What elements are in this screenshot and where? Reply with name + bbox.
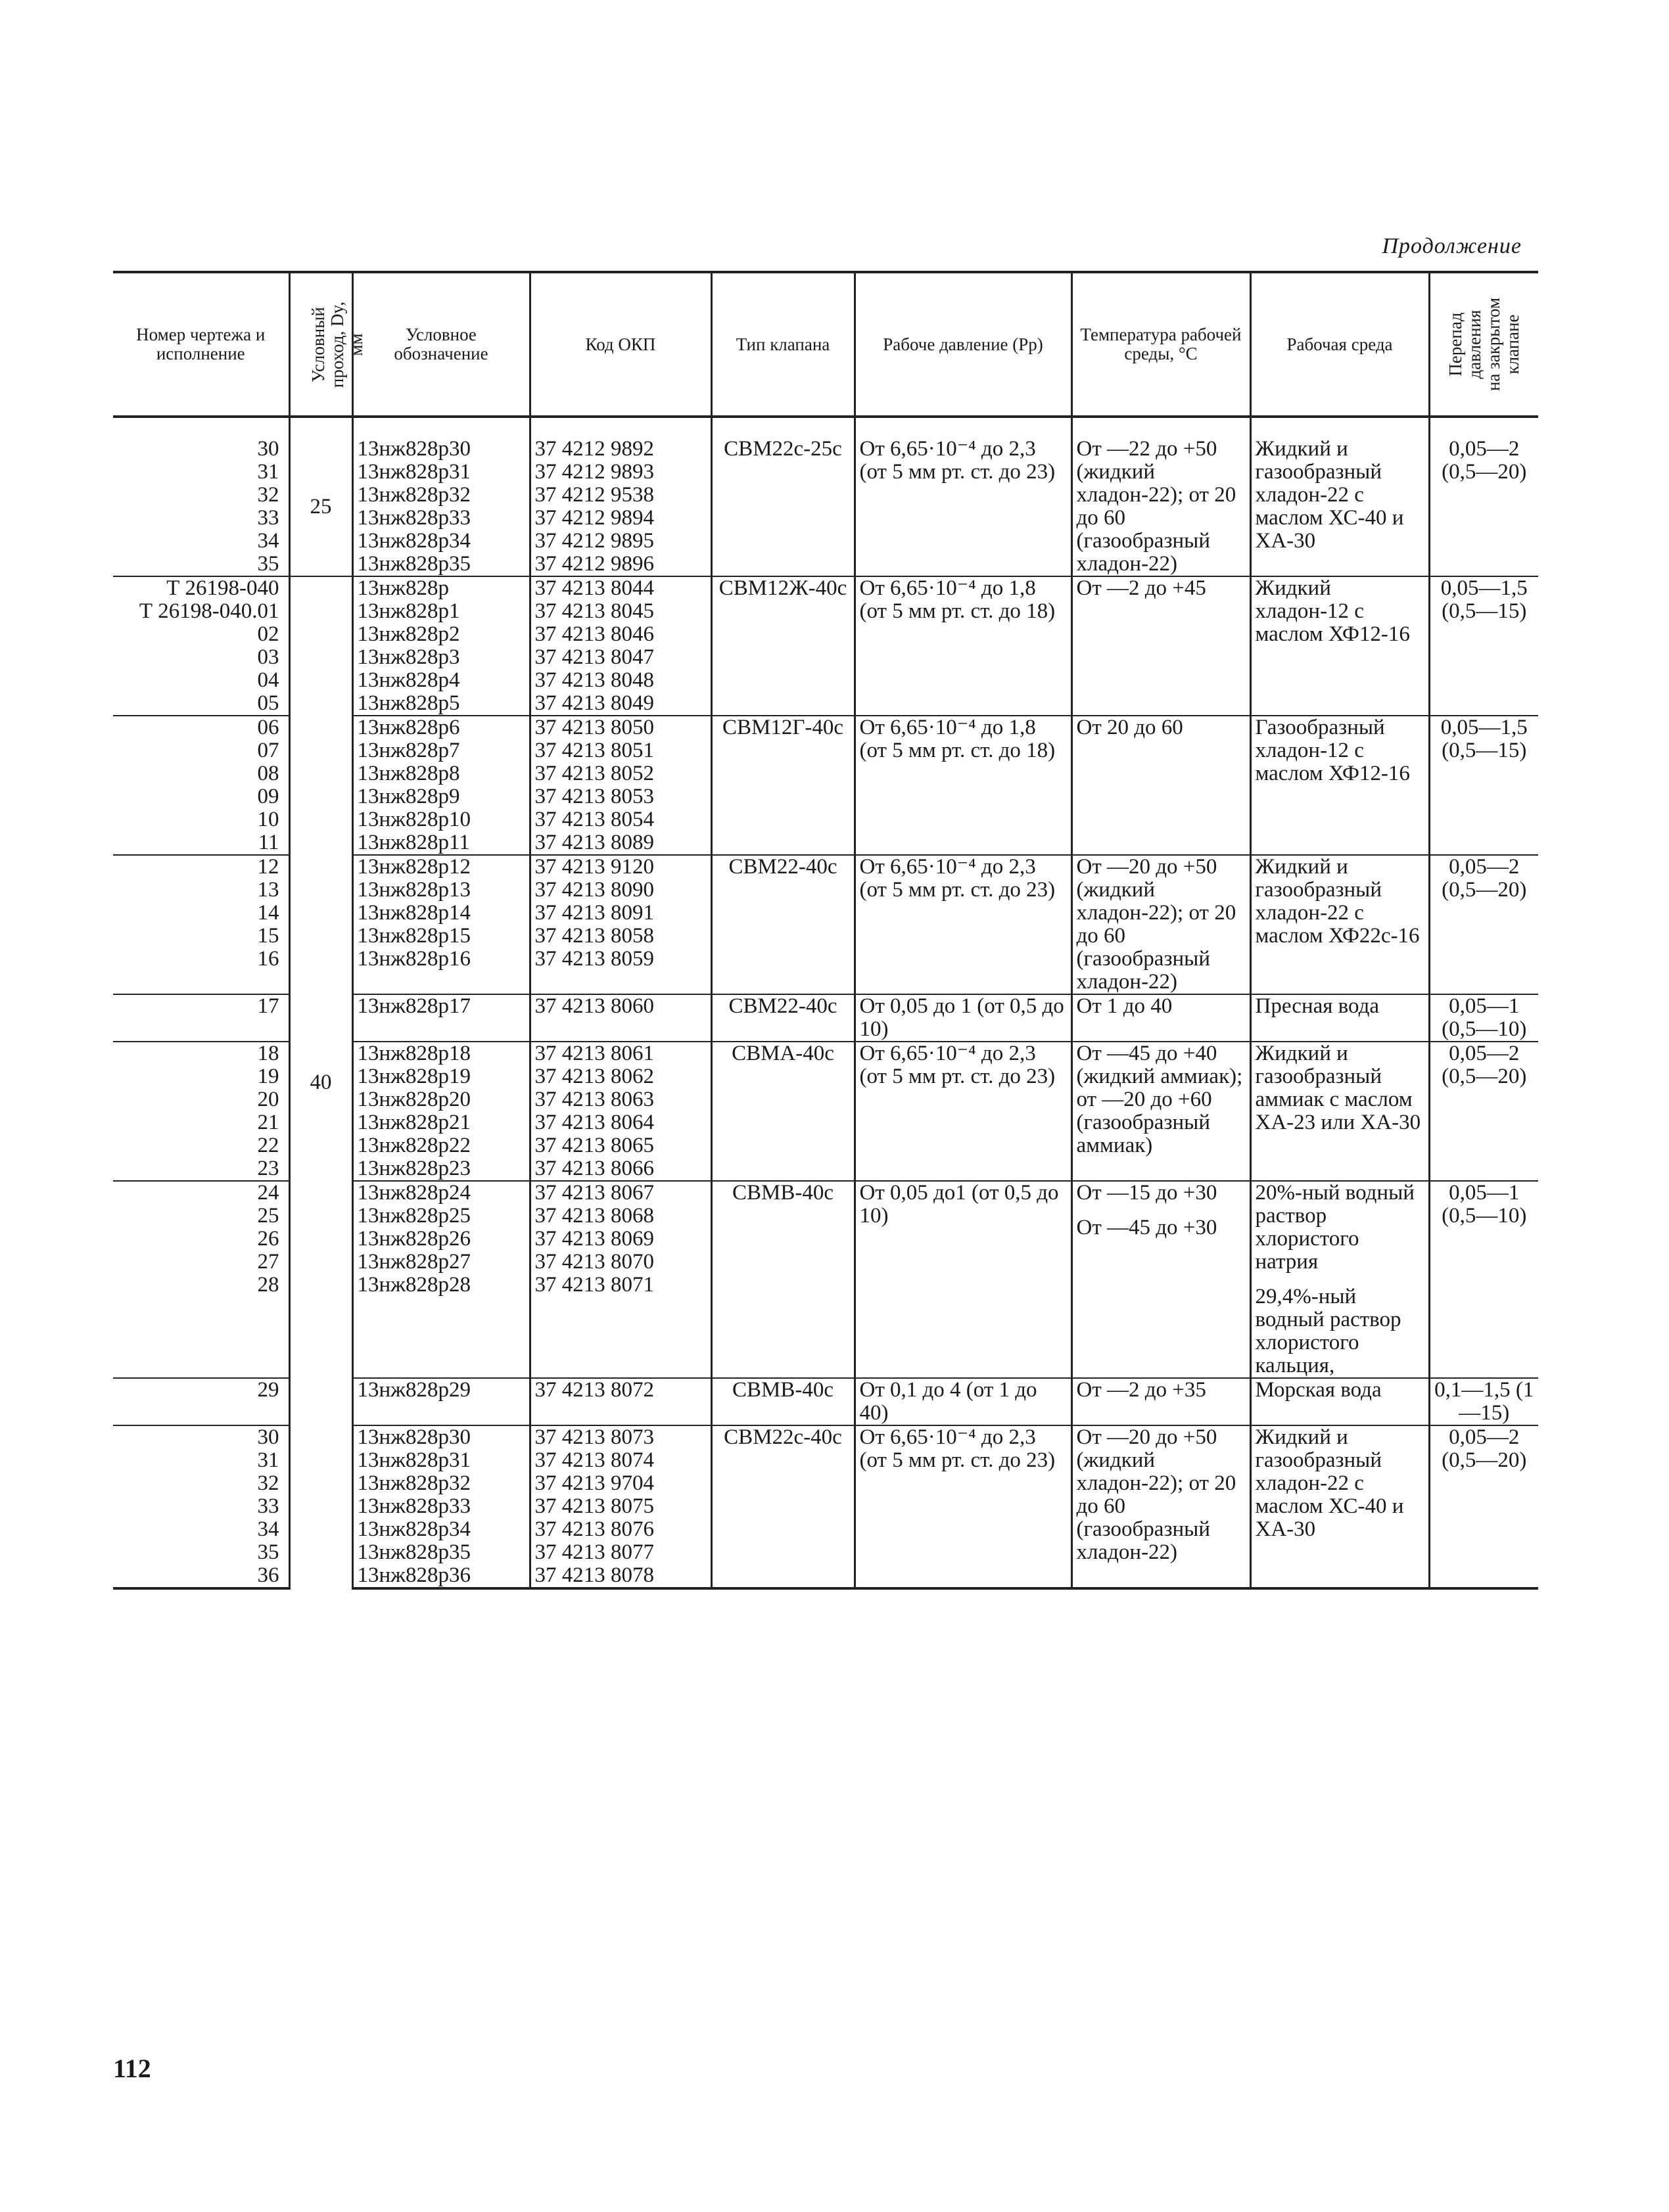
okp-code-item: 37 4213 8076 <box>534 1517 654 1541</box>
medium-text: Морская вода <box>1255 1378 1382 1402</box>
designation-item: 13нж828р12 <box>357 855 471 879</box>
designation-item: 13нж828р33 <box>357 1494 471 1518</box>
designation-item: 13нж828р1 <box>357 599 460 623</box>
okp-code-item: 37 4213 8050 <box>534 716 654 739</box>
pressure-drop-text: 0,05—1 (0,5—10) <box>1442 1181 1527 1228</box>
designation-item: 13нж828р6 <box>357 716 460 739</box>
temperature-text-2: От —45 до +30 <box>1076 1216 1217 1239</box>
designation-item: 13нж828р32 <box>357 483 471 507</box>
okp-code-item: 37 4213 8071 <box>534 1273 654 1297</box>
temperature-text: От —20 до +50 (жидкий хладон-22); от 20 до 60 (газообразный хладон-22) <box>1076 855 1236 994</box>
pressure-text: От 0,05 до 1 (от 0,5 до 10) <box>859 994 1064 1041</box>
header-drawing: Номер чертежа и исполнение <box>136 325 266 363</box>
okp-code-item: 37 4213 8045 <box>534 599 654 623</box>
valve-type <box>711 1181 855 1378</box>
temperature-text: От —20 до +50 (жидкий хладон-22); от 20 до 60 (газообразный хладон-22) <box>1076 1425 1236 1564</box>
valve-type-text: СВМ12Ж-40с <box>718 576 847 600</box>
valve-type <box>711 855 855 994</box>
designation-item: 13нж828р30 <box>357 437 471 461</box>
pressure-drop-text: 0,05—2 (0,5—20) <box>1442 855 1527 902</box>
okp-code-item: 37 4213 8048 <box>534 668 654 692</box>
okp-code-item: 37 4212 9896 <box>534 552 654 576</box>
medium <box>1250 1378 1429 1425</box>
okp-code-item: 37 4213 8069 <box>534 1227 654 1251</box>
pressure-drop-text: 0,05—2 (0,5—20) <box>1442 1042 1527 1088</box>
okp-code <box>530 855 711 994</box>
drawing-number-item: 13 <box>257 878 279 902</box>
drawing-number-item: 06 <box>257 716 279 739</box>
designation-item: 13нж828р29 <box>357 1378 471 1402</box>
valve-type-text: СВМА-40с <box>732 1042 834 1065</box>
temperature-text: От —2 до +45 <box>1076 576 1206 600</box>
pressure-drop-text: 0,05—1 (0,5—10) <box>1442 994 1527 1041</box>
drawing-number-item: 15 <box>257 924 279 948</box>
designation-item: 13нж828р35 <box>357 1540 471 1564</box>
pressure <box>855 716 1071 855</box>
header-okp: Код ОКП <box>530 272 711 417</box>
drawing-number-item: 32 <box>257 483 279 507</box>
okp-code-item: 37 4213 8052 <box>534 762 654 785</box>
okp-code <box>530 576 711 716</box>
drawing-number <box>113 1181 289 1378</box>
designation-item: 13нж828р30 <box>357 1425 471 1449</box>
drawing-number-item: 03 <box>257 645 279 669</box>
drawing-number-item: 29 <box>257 1378 279 1402</box>
designation-item: 13нж828р20 <box>357 1088 471 1111</box>
temperature <box>1071 576 1250 716</box>
drawing-number <box>113 855 289 994</box>
valve-type <box>711 576 855 716</box>
medium-text: Жидкий и газообразный аммиак с маслом ХА-23 или ХА-30 <box>1255 1042 1421 1134</box>
medium-text: 20%-ный водный раствор хлористого натрия <box>1255 1181 1415 1274</box>
drawing-number-item: 28 <box>257 1273 279 1297</box>
temperature-text: От 1 до 40 <box>1076 994 1173 1018</box>
drawing-number-item: 33 <box>257 506 279 530</box>
designation-item: 13нж828р5 <box>357 691 460 715</box>
header-valve-type: Тип клапана <box>711 272 855 417</box>
valve-table <box>113 271 1538 1590</box>
pressure-text: От 6,65·10⁻⁴ до 2,3 (от 5 мм рт. ст. до 23) <box>859 437 1056 484</box>
medium <box>1250 855 1429 994</box>
okp-code-item: 37 4213 8072 <box>534 1378 654 1402</box>
pressure <box>855 1378 1071 1425</box>
drawing-number <box>113 994 289 1042</box>
table-body <box>113 417 1538 1588</box>
designation-item: 13нж828р31 <box>357 1448 471 1472</box>
table-row <box>113 576 1538 716</box>
medium <box>1250 1042 1429 1181</box>
temperature-text: От —45 до +40 (жидкий аммиак); от —20 до +60 (газообразный аммиак) <box>1076 1042 1243 1157</box>
designation-item: 13нж828р25 <box>357 1204 471 1228</box>
valve-type-text: СВМ22с-25с <box>724 437 842 461</box>
designation-item: 13нж828р9 <box>357 785 460 808</box>
designation-item: 13нж828р16 <box>357 947 471 971</box>
okp-code-item: 37 4213 8090 <box>534 878 654 902</box>
designation-item: 13нж828р14 <box>357 901 471 925</box>
okp-code-item: 37 4213 9120 <box>534 855 654 879</box>
medium-text: Жидкий и газообразный хладон-22 с маслом ХС-40 и ХА-30 <box>1255 1425 1404 1541</box>
okp-code-item: 37 4212 9895 <box>534 529 654 553</box>
valve-type <box>711 417 855 576</box>
okp-code-item: 37 4213 8070 <box>534 1250 654 1274</box>
designation-item: 13нж828р36 <box>357 1563 471 1587</box>
drawing-number-item: 32 <box>257 1471 279 1495</box>
okp-code <box>530 716 711 855</box>
okp-code-item: 37 4213 8044 <box>534 576 654 600</box>
okp-code-item: 37 4213 8064 <box>534 1111 654 1134</box>
okp-code <box>530 1042 711 1181</box>
temperature-text: От —15 до +30 <box>1076 1181 1217 1205</box>
okp-code-item: 37 4213 8062 <box>534 1065 654 1088</box>
designation-item: 13нж828р32 <box>357 1471 471 1495</box>
continuation-label: Продолжение <box>1382 234 1522 258</box>
drawing-number <box>113 1378 289 1425</box>
header-temperature: Температура рабочей среды, °С <box>1071 272 1250 417</box>
drawing-number <box>113 716 289 855</box>
designation-item: 13нж828р35 <box>357 552 471 576</box>
okp-code-item: 37 4213 8054 <box>534 808 654 831</box>
pressure-drop-text: 0,05—2 (0,5—20) <box>1442 437 1527 484</box>
okp-code-item: 37 4213 8063 <box>534 1088 654 1111</box>
temperature <box>1071 1425 1250 1588</box>
drawing-number-item: 18 <box>257 1042 279 1065</box>
header-medium: Рабочая среда <box>1250 272 1429 417</box>
drawing-number-item: 11 <box>258 831 279 854</box>
okp-code <box>530 1181 711 1378</box>
drawing-number-item: 31 <box>257 1448 279 1472</box>
drawing-number-item: 34 <box>257 1517 279 1541</box>
drawing-number-item: 36 <box>257 1563 279 1587</box>
valve-type <box>711 1042 855 1181</box>
table-header <box>113 272 1538 417</box>
okp-code-item: 37 4213 8058 <box>534 924 654 948</box>
drawing-number-item: 26 <box>257 1227 279 1251</box>
okp-code-item: 37 4212 9894 <box>534 506 654 530</box>
drawing-number-item: 23 <box>257 1157 279 1180</box>
designation-item: 13нж828р17 <box>357 994 471 1018</box>
temperature <box>1071 1378 1250 1425</box>
valve-type-text: СВМВ-40с <box>732 1378 834 1402</box>
pressure <box>855 417 1071 576</box>
table-row <box>113 417 1538 576</box>
dy-cell: 25 <box>289 417 352 576</box>
medium-text: Жидкий и газообразный хладон-22 с маслом ХС-40 и ХА-30 <box>1255 437 1404 553</box>
drawing-number-item: 12 <box>257 855 279 879</box>
okp-code <box>530 994 711 1042</box>
pressure <box>855 994 1071 1042</box>
designation-item: 13нж828р26 <box>357 1227 471 1251</box>
pressure-drop <box>1429 417 1538 576</box>
designation-item: 13нж828р27 <box>357 1250 471 1274</box>
dy-cell: 40 <box>289 576 352 1588</box>
valve-type <box>711 716 855 855</box>
pressure-drop <box>1429 855 1538 994</box>
okp-code-item: 37 4213 8089 <box>534 831 654 854</box>
pressure <box>855 1425 1071 1588</box>
drawing-number-item: 05 <box>257 691 279 715</box>
drawing-number-item: 21 <box>257 1111 279 1134</box>
designation-item: 13нж828р7 <box>357 739 460 762</box>
pressure-text: От 6,65·10⁻⁴ до 1,8 (от 5 мм рт. ст. до 18) <box>859 576 1056 623</box>
okp-code-item: 37 4213 8065 <box>534 1134 654 1157</box>
drawing-number-item: 20 <box>257 1088 279 1111</box>
okp-code-item: 37 4213 8073 <box>534 1425 654 1449</box>
okp-code-item: 37 4213 8077 <box>534 1540 654 1564</box>
designation-item: 13нж828р <box>357 576 449 600</box>
designation-item: 13нж828р24 <box>357 1181 471 1205</box>
designation-item: 13нж828р3 <box>357 645 460 669</box>
drawing-number-item: 30 <box>257 437 279 461</box>
drawing-number-item: 16 <box>257 947 279 971</box>
valve-type-text: СВМ12Г-40с <box>722 716 844 739</box>
temperature <box>1071 716 1250 855</box>
pressure <box>855 855 1071 994</box>
okp-code-item: 37 4213 8049 <box>534 691 654 715</box>
medium <box>1250 716 1429 855</box>
drawing-number-item: 34 <box>257 529 279 553</box>
medium-text: Газообразный хладон-12 с маслом ХФ12-16 <box>1255 716 1410 785</box>
okp-code-item: 37 4213 8061 <box>534 1042 654 1065</box>
designation-item: 13нж828р13 <box>357 878 471 902</box>
drawing-number-item: 04 <box>257 668 279 692</box>
pressure-text: От 6,65·10⁻⁴ до 2,3 (от 5 мм рт. ст. до 23) <box>859 1042 1056 1088</box>
designation <box>352 855 530 994</box>
drawing-number-item: 35 <box>257 552 279 576</box>
pressure <box>855 576 1071 716</box>
pressure <box>855 1181 1071 1378</box>
designation-item: 13нж828р18 <box>357 1042 471 1065</box>
designation <box>352 994 530 1042</box>
header-dy <box>289 272 366 417</box>
designation-item: 13нж828р34 <box>357 1517 471 1541</box>
page-number: 112 <box>113 2054 151 2083</box>
valve-type-text: СВМВ-40с <box>732 1181 834 1205</box>
temperature-text: От —22 до +50 (жидкий хладон-22); от 20 до 60 (газообразный хладон-22) <box>1076 437 1236 576</box>
designation-item: 13нж828р31 <box>357 460 471 484</box>
temperature <box>1071 1042 1250 1181</box>
pressure-drop <box>1429 1378 1538 1425</box>
temperature-text: От —2 до +35 <box>1076 1378 1206 1402</box>
pressure-text: От 0,1 до 4 (от 1 до 40) <box>859 1378 1037 1425</box>
pressure-drop <box>1429 1042 1538 1181</box>
header-drop <box>1429 272 1538 417</box>
medium-text: Жидкий и газообразный хладон-22 с маслом ХФ22с-16 <box>1255 855 1420 948</box>
medium <box>1250 417 1429 576</box>
designation-item: 13нж828р34 <box>357 529 471 553</box>
designation <box>352 417 530 576</box>
drawing-number-item: 27 <box>257 1250 279 1274</box>
valve-type <box>711 1425 855 1588</box>
designation-item: 13нж828р15 <box>357 924 471 948</box>
designation-item: 13нж828р23 <box>357 1157 471 1180</box>
pressure-drop <box>1429 1181 1538 1378</box>
drawing-number <box>113 417 289 576</box>
okp-code-item: 37 4212 9538 <box>534 483 654 507</box>
okp-code-item: 37 4213 8066 <box>534 1157 654 1180</box>
okp-code <box>530 1425 711 1588</box>
valve-type <box>711 994 855 1042</box>
okp-code-item: 37 4212 9893 <box>534 460 654 484</box>
pressure-drop <box>1429 576 1538 716</box>
header-drop-text: Перепад давления на закрытом клапане <box>1445 297 1522 392</box>
drawing-number-item: 33 <box>257 1494 279 1518</box>
designation <box>352 1181 530 1378</box>
pressure-drop <box>1429 1425 1538 1588</box>
drawing-number-item: 25 <box>257 1204 279 1228</box>
medium <box>1250 1181 1429 1378</box>
designation-item: 13нж828р33 <box>357 506 471 530</box>
designation <box>352 716 530 855</box>
okp-code-item: 37 4213 8046 <box>534 622 654 646</box>
drawing-number-item: 14 <box>257 901 279 925</box>
valve-type-text: СВМ22с-40с <box>724 1425 842 1449</box>
okp-code-item: 37 4213 8075 <box>534 1494 654 1518</box>
okp-code-item: 37 4213 8091 <box>534 901 654 925</box>
drawing-number-item: 02 <box>257 622 279 646</box>
designation-item: 13нж828р4 <box>357 668 460 692</box>
designation-item: 13нж828р2 <box>357 622 460 646</box>
designation-item: 13нж828р19 <box>357 1065 471 1088</box>
designation <box>352 1378 530 1425</box>
pressure-drop-text: 0,05—1,5 (0,5—15) <box>1440 576 1528 623</box>
designation-item: 13нж828р21 <box>357 1111 471 1134</box>
drawing-number <box>113 1042 289 1181</box>
pressure-drop-text: 0,05—2 (0,5—20) <box>1442 1425 1527 1472</box>
pressure-text: От 0,05 до1 (от 0,5 до 10) <box>859 1181 1059 1228</box>
designation <box>352 1042 530 1181</box>
valve-type-text: СВМ22-40с <box>728 994 837 1018</box>
pressure-drop <box>1429 994 1538 1042</box>
drawing-number-item: 19 <box>257 1065 279 1088</box>
drawing-number-item: Т 26198-040.01 <box>139 599 279 623</box>
okp-code-item: 37 4213 8053 <box>534 785 654 808</box>
medium <box>1250 576 1429 716</box>
okp-code-item: 37 4213 8060 <box>534 994 654 1018</box>
header-designation: Условное обозначение <box>352 272 530 417</box>
temperature <box>1071 855 1250 994</box>
okp-code-item: 37 4213 8067 <box>534 1181 654 1205</box>
okp-code-item: 37 4213 8068 <box>534 1204 654 1228</box>
pressure-drop-text: 0,1—1,5 (1—15) <box>1434 1378 1534 1425</box>
drawing-number <box>113 576 289 716</box>
designation <box>352 1425 530 1588</box>
drawing-number-item: 07 <box>257 739 279 762</box>
okp-code-item: 37 4213 8078 <box>534 1563 654 1587</box>
valve-type <box>711 1378 855 1425</box>
designation-item: 13нж828р28 <box>357 1273 471 1297</box>
okp-code-item: 37 4213 8051 <box>534 739 654 762</box>
designation-item: 13нж828р10 <box>357 808 471 831</box>
okp-code <box>530 1378 711 1425</box>
okp-code-item: 37 4212 9892 <box>534 437 654 461</box>
temperature <box>1071 1181 1250 1378</box>
pressure-drop-text: 0,05—1,5 (0,5—15) <box>1440 716 1528 762</box>
medium-text: Жидкий хладон-12 с маслом ХФ12-16 <box>1255 576 1410 646</box>
pressure <box>855 1042 1071 1181</box>
designation-item: 13нж828р11 <box>357 831 470 854</box>
medium <box>1250 1425 1429 1588</box>
medium-text-2: 29,4%-ный водный раствор хлористого кальция, <box>1255 1285 1401 1377</box>
pressure-drop <box>1429 716 1538 855</box>
okp-code-item: 37 4213 9704 <box>534 1471 654 1495</box>
drawing-number-item: 08 <box>257 762 279 785</box>
drawing-number-item: 17 <box>257 994 279 1018</box>
medium-text: Пресная вода <box>1255 994 1380 1018</box>
temperature <box>1071 994 1250 1042</box>
drawing-number-item: 31 <box>257 460 279 484</box>
temperature-text: От 20 до 60 <box>1076 716 1183 739</box>
designation <box>352 576 530 716</box>
okp-code-item: 37 4213 8047 <box>534 645 654 669</box>
pressure-text: От 6,65·10⁻⁴ до 2,3 (от 5 мм рт. ст. до 23) <box>859 1425 1056 1472</box>
okp-code-item: 37 4213 8074 <box>534 1448 654 1472</box>
header-dy-text: Условный проход, Dy, мм <box>308 301 366 388</box>
drawing-number-item: 30 <box>257 1425 279 1449</box>
drawing-number-item: Т 26198-040 <box>166 576 279 600</box>
designation-item: 13нж828р8 <box>357 762 460 785</box>
valve-type-text: СВМ22-40с <box>728 855 837 879</box>
drawing-number-item: 10 <box>257 808 279 831</box>
okp-code-item: 37 4213 8059 <box>534 947 654 971</box>
designation-item: 13нж828р22 <box>357 1134 471 1157</box>
drawing-number-item: 24 <box>257 1181 279 1205</box>
drawing-number-item: 22 <box>257 1134 279 1157</box>
header-pressure: Рабоче давление (Pр) <box>855 272 1071 417</box>
medium <box>1250 994 1429 1042</box>
temperature <box>1071 417 1250 576</box>
drawing-number <box>113 1425 289 1588</box>
drawing-number-item: 09 <box>257 785 279 808</box>
pressure-text: От 6,65·10⁻⁴ до 1,8 (от 5 мм рт. ст. до 18) <box>859 716 1056 762</box>
okp-code <box>530 417 711 576</box>
drawing-number-item: 35 <box>257 1540 279 1564</box>
pressure-text: От 6,65·10⁻⁴ до 2,3 (от 5 мм рт. ст. до 23) <box>859 855 1056 902</box>
